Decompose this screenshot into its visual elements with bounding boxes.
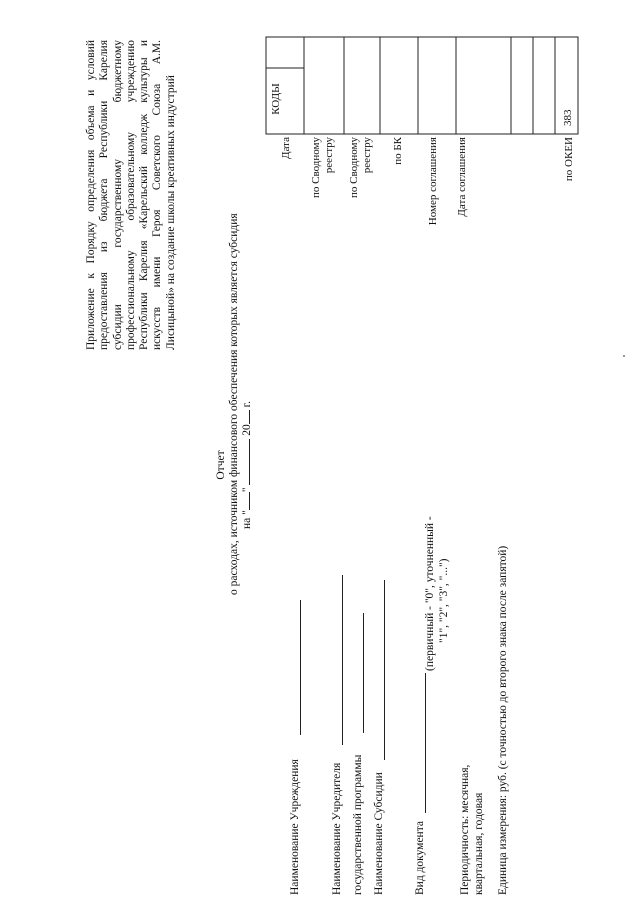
date-suffix: г.: [241, 401, 253, 408]
field-doc-type-hint-1: (первичный - "0", уточненный -: [424, 516, 436, 671]
field-founder-label: Наименование Учредителя: [331, 762, 343, 895]
okei-value: 383: [562, 109, 574, 126]
field-institution-label: Наименование Учреждения: [289, 759, 301, 895]
appendix-line: профессиональному образовательному учреждению: [124, 40, 137, 350]
code-label-bk: по БК: [392, 137, 404, 165]
field-program-label: государственной программы: [352, 754, 364, 895]
code-label-date: Дата: [280, 137, 292, 159]
appendix-line: Республики Карелия «Карельский колледж культуры и: [138, 40, 151, 350]
scan-speck: [623, 355, 625, 357]
date-mid: ": [241, 487, 253, 493]
appendix-line: Приложение к Порядку определения объема и условий: [85, 40, 97, 350]
field-subsidy-label: Наименование Субсидии: [373, 772, 385, 895]
field-doc-type-label: Вид документа: [414, 821, 426, 895]
field-doc-type-hint-2: "1", "2", "3", "..."): [438, 558, 450, 643]
appendix-line: Лисицыной» на создание школы креативных индустрий: [164, 75, 177, 350]
codes-box: [266, 37, 578, 134]
code-label-svod1-a: по Сводному: [310, 137, 322, 199]
code-label-svod2-a: по Сводному: [348, 137, 360, 199]
appendix-line: субсидии государственному бюджетному: [111, 40, 124, 350]
code-label-agreement-date: Дата соглашения: [456, 137, 468, 217]
codes-header: КОДЫ: [270, 83, 282, 115]
title-line-2: о расходах, источником финансового обеспечения которых является субсидия: [228, 213, 240, 595]
field-periodicity-1: Периодичность: месячная,: [459, 764, 471, 895]
code-label-svod2-b: реестру: [361, 137, 373, 174]
date-prefix: на ": [241, 510, 253, 529]
code-label-okei: по ОКЕИ: [563, 137, 575, 182]
code-label-svod1-b: реестру: [323, 137, 335, 174]
title-line-1: Отчет: [215, 450, 227, 480]
date-year: 20: [241, 424, 253, 436]
field-periodicity-2: квартальная, годовая: [473, 792, 485, 895]
code-label-agreement-no: Номер соглашения: [427, 137, 439, 226]
appendix-line: предоставления из бюджета Республики Карелия: [98, 40, 111, 350]
appendix-line: искусств имени Героя Советского Союза А.М.: [151, 40, 164, 350]
field-unit: Единица измерения: руб. (с точностью до второго знака после запятой): [497, 545, 509, 895]
